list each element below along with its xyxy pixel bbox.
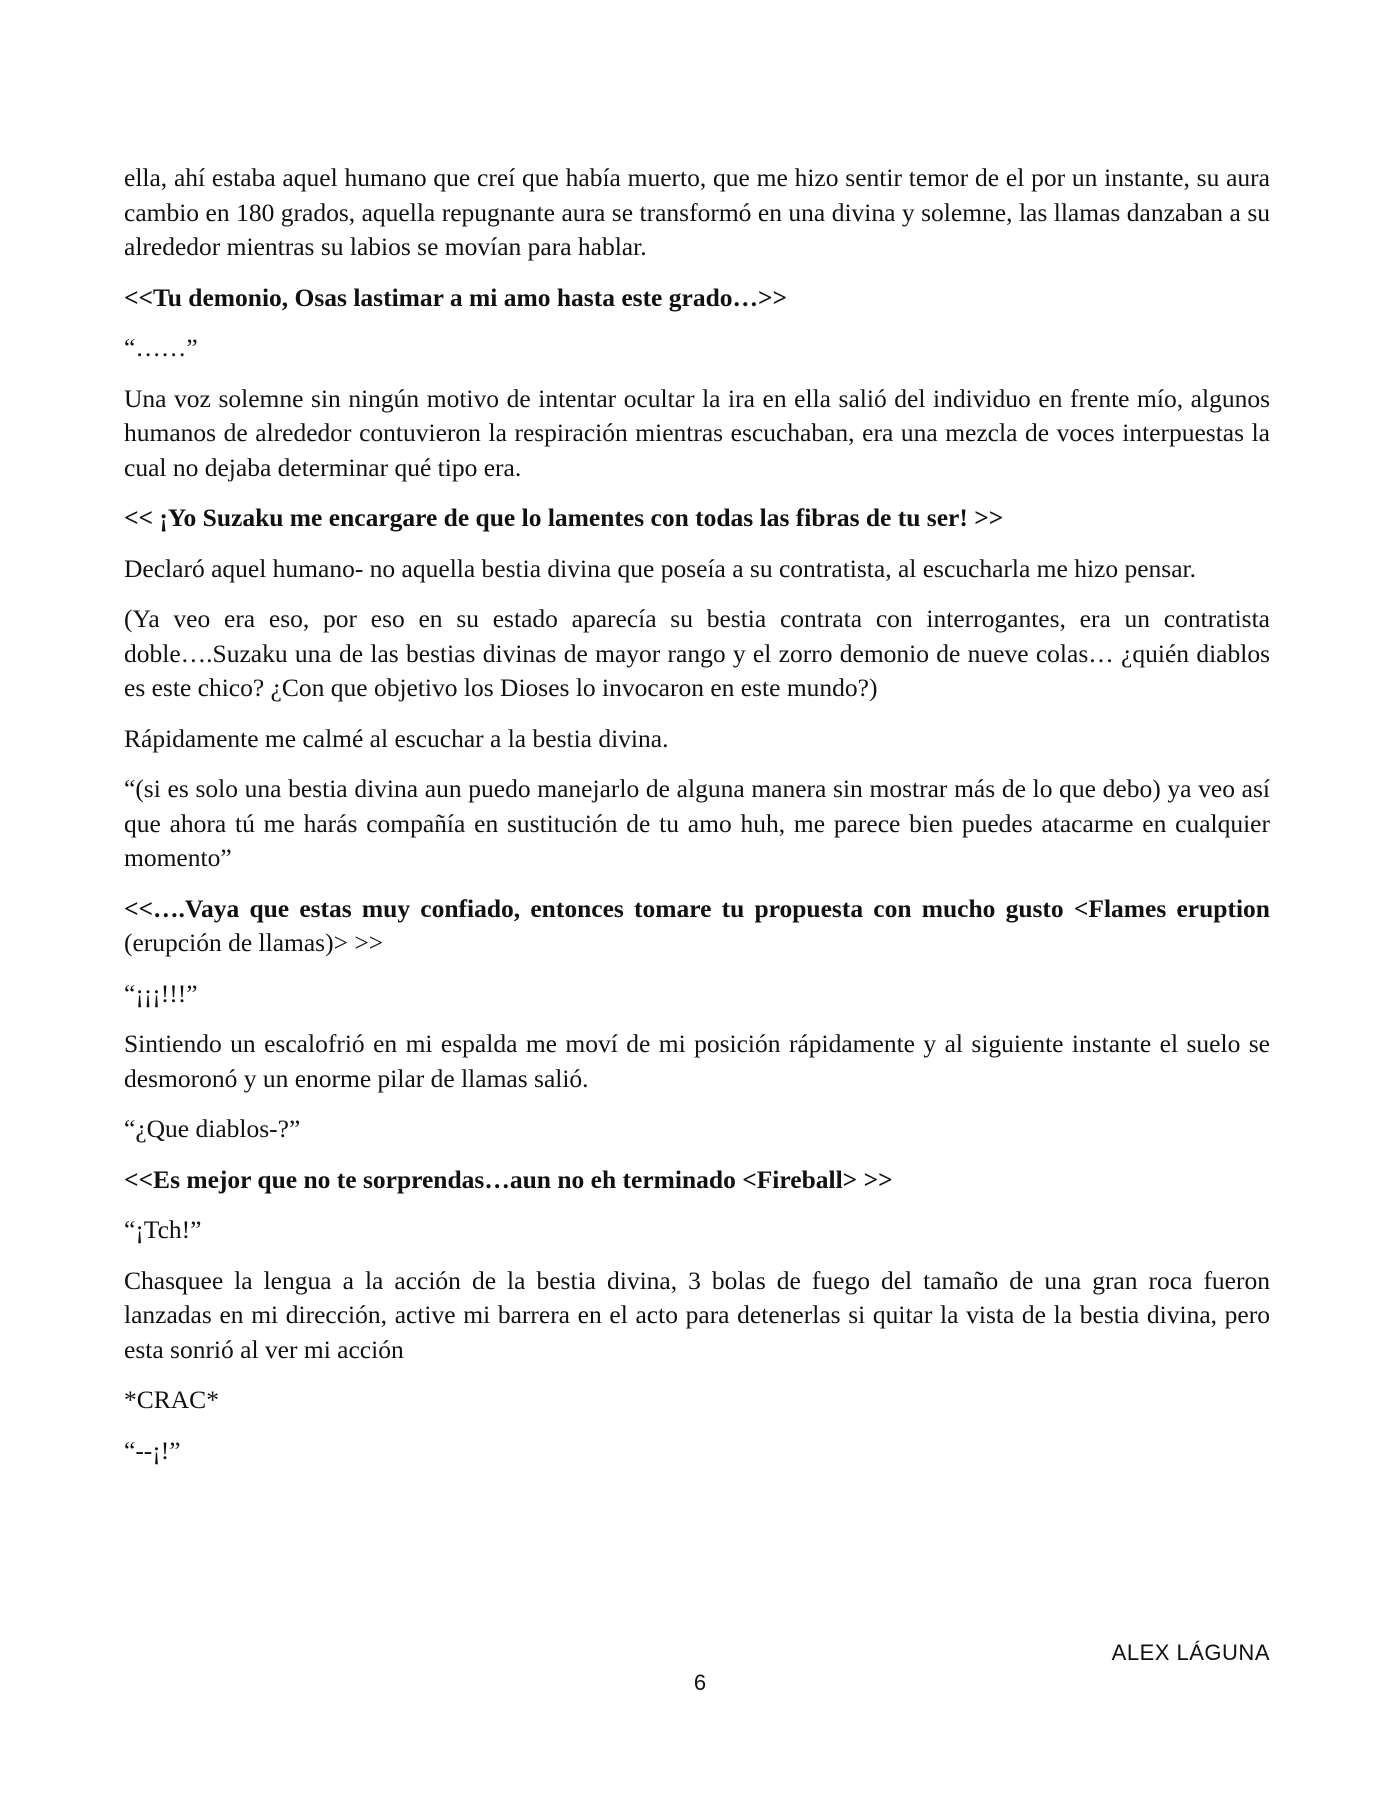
paragraph: Sintiendo un escalofrió en mi espalda me moví de mi posición rápidamente y al siguiente instante el suelo se desmoronó y un enorme pilar de llamas salió. (124, 1029, 1270, 1093)
paragraph: ella, ahí estaba aquel humano que creí que había muerto, que me hizo sentir temor de el por un instante, su aura cambio en 180 grados, aquella repugnante aura se transformó en una divina y solemne, las llamas danzaban a su alrededor mientras su labios se movían para hablar. (124, 163, 1270, 261)
paragraph: Rápidamente me calmé al escuchar a la bestia divina. (124, 723, 669, 753)
dialogue-bold: <<Tu demonio, Osas lastimar a mi amo hasta este grado…>> (124, 282, 788, 312)
author-name: ALEX LÁGUNA (1111, 1640, 1270, 1665)
dialogue: “--¡!” (124, 1435, 181, 1465)
page-number: 6 (693, 1670, 707, 1695)
dialogue-bold: <<Es mejor que no te sorprendas…aun no eh terminado <Fireball> >> (124, 1164, 893, 1194)
dialogue: “¡Tch!” (124, 1215, 202, 1244)
dialogue: “……” (124, 333, 198, 362)
document-body (124, 161, 1270, 1484)
paragraph: Declaró aquel humano- no aquella bestia divina que poseía a su contratista, al escucharla me hizo pensar. (124, 553, 1197, 583)
paragraph: “(si es solo una bestia divina aun puedo manejarlo de alguna manera sin mostrar más de lo que debo) ya veo así que ahora tú me harás compañía en sustitución de tu amo huh, me parece bien puedes atacarme en cualquier momento” (124, 774, 1270, 872)
sound-effect: *CRAC* (124, 1385, 219, 1414)
paragraph: Una voz solemne sin ningún motivo de intentar ocultar la ira en ella salió del individuo en frente mío, algunos humanos de alrededor contuvieron la respiración mientras escuchaban, era una mezcla de voces interpuestas la cual no dejaba determinar qué tipo era. (124, 383, 1270, 482)
paragraph: (Ya veo era eso, por eso en su estado aparecía su bestia contrata con interrogantes, era un contratista doble….Suzaku una de las bestias divinas de mayor rango y el zorro demonio de nueve colas… ¿quién diablos es este chico? ¿Con que objetivo los Dioses lo invocaron en este mundo?) (124, 604, 1270, 702)
dialogue-normal-part: (erupción de llamas)> >> (124, 928, 384, 957)
dialogue: “¡¡¡!!!” (124, 978, 198, 1008)
dialogue-bold: << ¡Yo Suzaku me encargare de que lo lamentes con todas las fibras de tu ser! >> (124, 503, 1004, 532)
paragraph: Chasquee la lengua a la acción de la bestia divina, 3 bolas de fuego del tamaño de una gran roca fueron lanzadas en mi dirección, active mi barrera en el acto para detenerlas si quitar la vista de la bestia divina, pero esta sonrió al ver mi acción (124, 1265, 1270, 1364)
dialogue: “¿Que diablos-?” (124, 1114, 301, 1143)
dialogue-bold-part: <<….Vaya que estas muy confiado, entonces tomare tu propuesta con mucho gusto <Flames eruption (124, 893, 1270, 923)
dialogue-mixed (124, 892, 1270, 961)
